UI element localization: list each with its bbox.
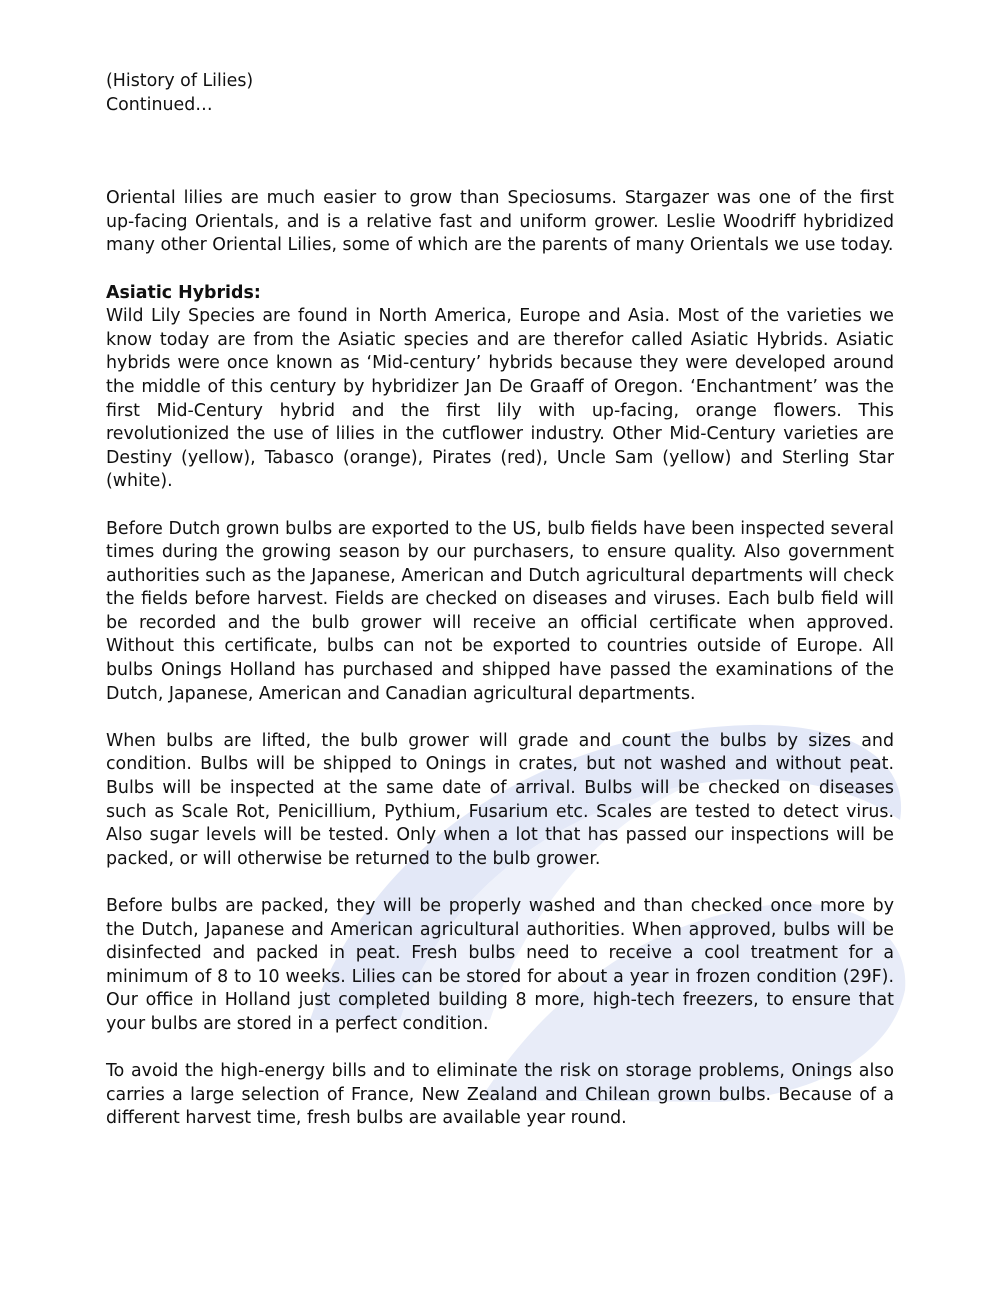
- paragraph-oriental-lilies: Oriental lilies are much easier to grow than Speciosums. Stargazer was one of the first up-facing Orientals, and is a relative fast and uniform grower. Leslie Woodriff hybridized many other Oriental Lilies, some of which are the parents of many Orientals we use today.: [106, 188, 894, 256]
- asiatic-section: [106, 282, 894, 494]
- paragraph-bulb-packing: Before bulbs are packed, they will be properly washed and than checked once more by the Dutch, Japanese and American agricultural authorities. When approved, bulbs will be disinfected and packed in peat. Fresh bulbs need to receive a cool treatment for a minimum of 8 to 10 weeks. Lilies can be stored for about a year in frozen condition (29F). Our office in Holland just completed building 8 more, high-tech freezers, to ensure that your bulbs are stored in a perfect condition.: [106, 896, 894, 1034]
- paragraph-bulb-grading: When bulbs are lifted, the bulb grower will grade and count the bulbs by sizes and condition. Bulbs will be shipped to Onings in crates, but not washed and without peat. Bulbs will be inspected at the same date of arrival. Bulbs will be checked on diseases such as Scale Rot, Penicillium, Pythium, Fusarium etc. Scales are tested to detect virus. Also sugar levels will be tested. Only when a lot that has passed our inspections will be packed, or will otherwise be returned to the bulb grower.: [106, 730, 894, 869]
- document-page: [106, 70, 894, 1155]
- document-subtitle: Continued…: [106, 94, 213, 115]
- document-title: (History of Lilies): [106, 71, 254, 91]
- section-heading-asiatic-hybrids: Asiatic Hybrids:: [106, 282, 261, 303]
- paragraph-field-inspection: Before Dutch grown bulbs are exported to the US, bulb fields have been inspected several times during the growing season by our purchasers, to ensure quality. Also government authorities such as the Japanese, American and Dutch agricultural departments will check the fields before harvest. Fields are checked on diseases and viruses. Each bulb field will be recorded and the bulb grower will receive an official certificate when approved. Without this certificate, bulbs can not be exported to countries outside of Europe. All bulbs Onings Holland has purchased and shipped have passed the examinations of the Dutch, Japanese, American and Canadian agricultural departments.: [106, 518, 894, 704]
- paragraph-asiatic-hybrids: Wild Lily Species are found in North America, Europe and Asia. Most of the varieties we know today are from the Asiatic species and are therefor called Asiatic Hybrids. Asiatic hybrids were once known as ‘Mid-century’ hybrids because they were developed around the middle of this century by hybridizer Jan De Graaff of Oregon. ‘Enchantment’ was the first Mid-Century hybrid and the first lily with up-facing, orange flowers. This revolutionized the use of lilies in the cutflower industry. Other Mid-Century varieties are Destiny (yellow), Tabasco (orange), Pirates (red), Uncle Sam (yellow) and Sterling Star (white).: [106, 306, 894, 492]
- paragraph-year-round-supply: To avoid the high-energy bills and to eliminate the risk on storage problems, Onings also carries a large selection of France, New Zealand and Chilean grown bulbs. Because of a different harvest time, fresh bulbs are available year round.: [106, 1061, 894, 1129]
